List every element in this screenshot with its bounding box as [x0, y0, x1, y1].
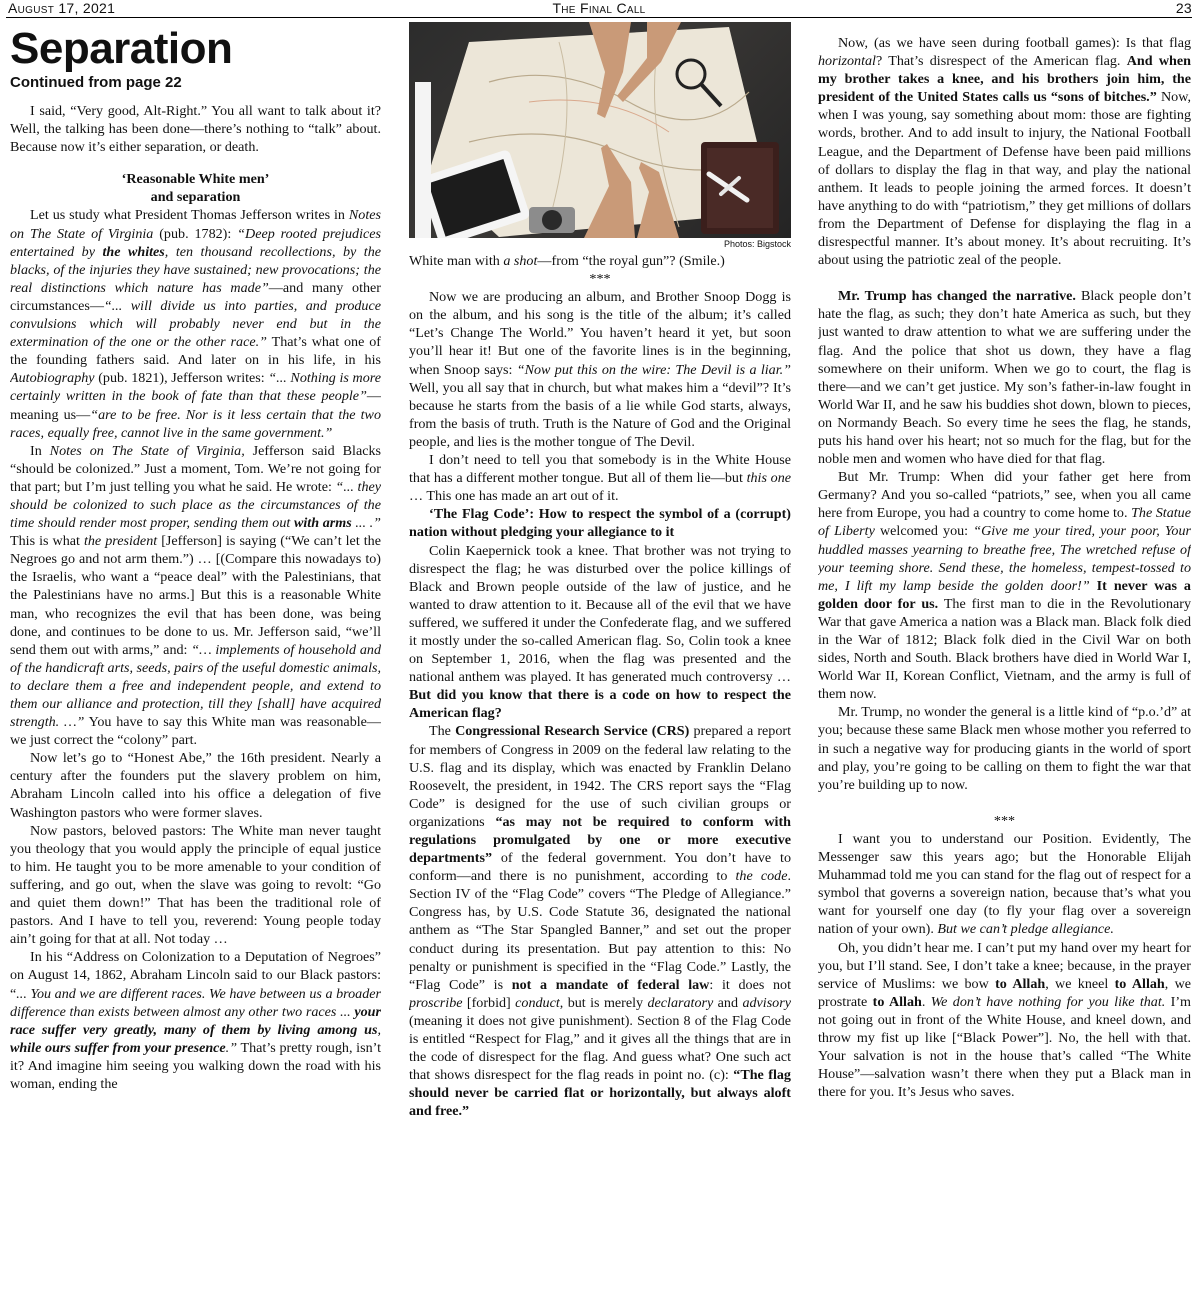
paragraph: Now, (as we have seen during football games): Is that flag horizontal? That’s disrespect of the American flag. And when my brother takes a knee, and his brothers join him, the president of the United States calls us “sons of bitches.” Now, when I was young, say something about mom: those are fighting words, brother. And to add insult to injury, the National Football League, and the Department of Defense have been paid millions of dollars to display the flag in that way, and play the national anthem. It leads to people joining the armed forces. It doesn’t have anything to do with “patriotism,” they get millions of dollars from the Department of Defense for displaying the flag in a disrespectful manner. It’s about money. It’s about recruiting. It’s about using the patriotic zeal of the people.	[818, 35, 1191, 269]
column-1	[10, 22, 381, 1294]
section-subhead: ‘The Flag Code’: How to respect the symbol of a (corrupt) nation without pledging your allegiance to it	[409, 506, 791, 541]
map-and-travel-items-illustration	[409, 22, 791, 238]
passport-icon	[701, 142, 779, 234]
paragraph: Colin Kaepernick took a knee. That brother was not trying to disrespect the flag; he was disturbed over the police killings of Black and Brown people outside of the law of justice, and he wanted to draw attention to it. Because all of the evil that we have suffered, we suffered it under the Confederate flag, and we suffered it mostly under the so-called American flag. So, Colin took a knee on September 1, 2016, when the flag was presented and the national anthem was played. It has generated much controversy … But did you know that there is a code on how to respect the American flag?	[409, 542, 791, 722]
section-separator: ***	[993, 812, 1016, 829]
paragraph: I said, “Very good, Alt-Right.” You all want to talk about it? Well, the talking has been done—there’s nothing to “talk” about. Because now it’s either separation, or death.	[10, 103, 381, 156]
section-separator: ***	[589, 271, 611, 288]
camera-icon	[529, 207, 575, 233]
issue-date: August 17, 2021	[8, 0, 116, 16]
paragraph: Now pastors, beloved pastors: The White man never taught you theology that you would apply the principle of equal justice to him. He taught you to be more amenable to your condition of suffering, and go out, when the slave was going to revolt: “Go and quiet them down!” That has been the traditional role of pastors. And I have to tell you, reverend: Young people today ain’t going for that at all. Not today …	[10, 822, 381, 948]
paragraph: The Congressional Research Service (CRS) prepared a report for members of Congress in 2009 on the federal law relating to the U.S. flag and its display, which was enacted by Franklin Delano Roosevelt, the president, in 1942. The CRS report says the “Flag Code” is designed for the use of such civilian groups or organizations “as may not be required to conform with regulations promulgated by one or more executive departments” of the federal government. You don’t have to conform—and there is no punishment, according to the code. Section IV of the “Flag Code” covers “The Pledge of Allegiance.” Congress has, by U.S. Code Statute 36, designated the national anthem as “The Star Spangled Banner,” and set out the proper conduct during its presentation. But pay attention to this: No penalty or punishment is specified in the “Flag Code.” Lastly, the “Flag Code” is not a mandate of federal law: it does not proscribe [forbid] conduct, but is merely declaratory and advisory (meaning it does not give punishment). Section 8 of the Flag Code is entitled “Respect for Flag,” and it gives all the things that are in the code of disrespect for the flag. And guess what? One such act that shows disrespect for the flag reads in point no. (c): “The flag should never be carried flat or horizontally, but always aloft and free.”	[409, 723, 791, 1120]
paragraph: Now we are producing an album, and Brother Snoop Dogg is on the album, and his song is the title of the album; it’s called “Let’s Change The World.” You haven’t heard it yet, but soon you’ll hear it! But one of the favorite lines is in the beginning, when Snoop says: “Now put this on the wire: The Devil is a liar.” Well, you all say that in church, but what makes him a “devil”? It’s because he starts from the basis of a lie while God starts, always, from the basis of truth. Truth is the Nature of God and the Original people, and lies is the mother tongue of The Devil.	[409, 289, 791, 450]
continued-from-note: Continued from page 22	[10, 74, 182, 91]
spacer	[818, 794, 1191, 812]
paragraph: I don’t need to tell you that somebody is in the White House that has a different mother tongue. But all of them lie—but this one … This one has made an art out of it.	[409, 452, 791, 505]
notepad-icon	[415, 82, 431, 238]
article-headline: Separation	[10, 24, 233, 73]
paragraph: In his “Address on Colonization to a Deputation of Negroes” on August 14, 1862, Abraham Lincoln said to our Black pastors: “... You and we are different races. We have between us a broader difference than exists between almost any other two races ... your race suffer very greatly, many of them by living among us, while ours suffer from your presence.” That’s pretty rough, isn’t it? And imagine him seeing you walking down the road with his woman, ending the	[10, 949, 381, 1092]
page-header	[6, 0, 1192, 18]
paragraph: Let us study what President Thomas Jefferson writes in Notes on The State of Virginia (pub. 1782): “Deep rooted prejudices entertained by the whites, ten thousand recollections, by the blacks, of the injuries they have sustained; new provocations; the real distinctions which nature has made”—and many other circumstances—“... will divide us into parties, and produce convulsions which will probably never end but in the extermination of the one or the other race.” That’s what one of the founding fathers said. And later on in his life, in his Autobiography (pub. 1821), Jefferson writes: “... Nothing is more certainly written in the book of fate than that these people”—meaning us—“are to be free. Nor is it less certain that the two races, equally free, cannot live in the same government.”	[10, 207, 381, 441]
paragraph: Mr. Trump has changed the narrative. Black people don’t hate the flag, as such; they don’t hate America as such, but they just wanted to draw attention to what we are suffering under the flag. And the police that shot us down, they have a flag somewhere on their uniform. When we go to court, the flag is there—and we can’t get justice. My son’s father-in-law fought in World War II, and he saw his buddies shot down, blown to pieces, on Normandy Beach. So every time he sees the flag, he stands, puts his hand over his heart; not so much for the flag, but for the noble men and women who have died for that flag.	[818, 288, 1191, 468]
spacer	[818, 269, 1191, 287]
paragraph: White man with a shot—from “the royal gun”? (Smile.)	[409, 253, 725, 269]
paragraph: Mr. Trump, no wonder the general is a little kind of “p.o.’d” at you; because these same Black men whose mother you referred to in such a negative way for producing giants in the world of sport and play, you’re going to be calling on them to fight the war that you’re building up to now.	[818, 704, 1191, 793]
photo-credit: Photos: Bigstock	[723, 239, 791, 249]
paragraph: In Notes on The State of Virginia, Jefferson said Blacks “should be colonized.” Just a moment, Tom. We’re not going for that part; but I’m just telling you what he said. He wrote: “... they should be colonized to such place as the circumstances of the time should render most proper, sending them out with arms ... .” This is what the president [Jefferson] is saying (“We can’t let the Negroes go and not arm them.”) … [(Compare this nowadays to) the Israelis, who want a “peace deal” with the Palestinians, that the Palestinians have no arms.] But this is a reasonable White man, who recognizes the evil that has been done, was being done, and continues to be done to us. Mr. Jefferson said, “we’ll send them out with arms,” and: “… implements of household and of the handicraft arts, seeds, pairs of the useful domestic animals, to declare them a free and independent people, and extend to them our alliance and protection, till they [shall] have acquired strength. …” You have to say this White man was reasonable—we just correct the “colony” part.	[10, 442, 381, 749]
column-3	[818, 34, 1191, 1294]
section-subhead: ‘Reasonable White men’ and separation	[121, 171, 270, 206]
paragraph: Now let’s go to “Honest Abe,” the 16th president. Nearly a century after the founders put the slavery problem on him, Abraham Lincoln called into his office a delegation of five Washington pastors who were former slaves.	[10, 750, 381, 821]
page-number: 23	[1175, 0, 1192, 16]
publication-name: The Final Call	[552, 0, 646, 16]
paragraph: I want you to understand our Position. Evidently, The Messenger saw this years ago; but the Honorable Elijah Muhammad told me you can stand for the flag out of respect for a symbol that governs a sovereign nation, because that’s what you want for yourself one day (to fly your flag over a sovereign nation of your own). But we can’t pledge allegiance.	[818, 830, 1191, 938]
paragraph: But Mr. Trump: When did your father get here from Germany? And you so-called “patriots,” see, when you all came here from Europe, you had a country to come home to. The Statue of Liberty welcomed you: “Give me your tired, your poor, Your huddled masses yearning to breathe free, The wretched refuse of your teeming shore. Send these, the homeless, tempest-tossed to me, I lift my lamp beside the golden door!” It never was a golden door for us. The first man to die in the Revolutionary War that gave America a nation was a Black man. Black folk died in the War of 1812; Black folk died in the Civil War on both sides, North and South. Black brothers have died in World War I, World War II, Korean Conflict, Vietnam, and the army is full of them now.	[818, 469, 1191, 703]
paragraph: Oh, you didn’t hear me. I can’t put my hand over my heart for you, but I’ll stand. See, I don’t take a knee; because, in the prayer service of Muslims: we bow to Allah, we kneel to Allah, we prostrate to Allah. We don’t have nothing for you like that. I’m not going out in front of the White House, and kneel down, and throw my fist up like [“Black Power”]. No, the hell with that. Your salvation is not in the house that’s called “The White House”—salvation wasn’t there when they put a Black man in there for you. It’s Jesus who saves.	[818, 939, 1191, 1101]
column-2	[409, 22, 791, 1294]
travel-planning-photo	[409, 22, 791, 238]
